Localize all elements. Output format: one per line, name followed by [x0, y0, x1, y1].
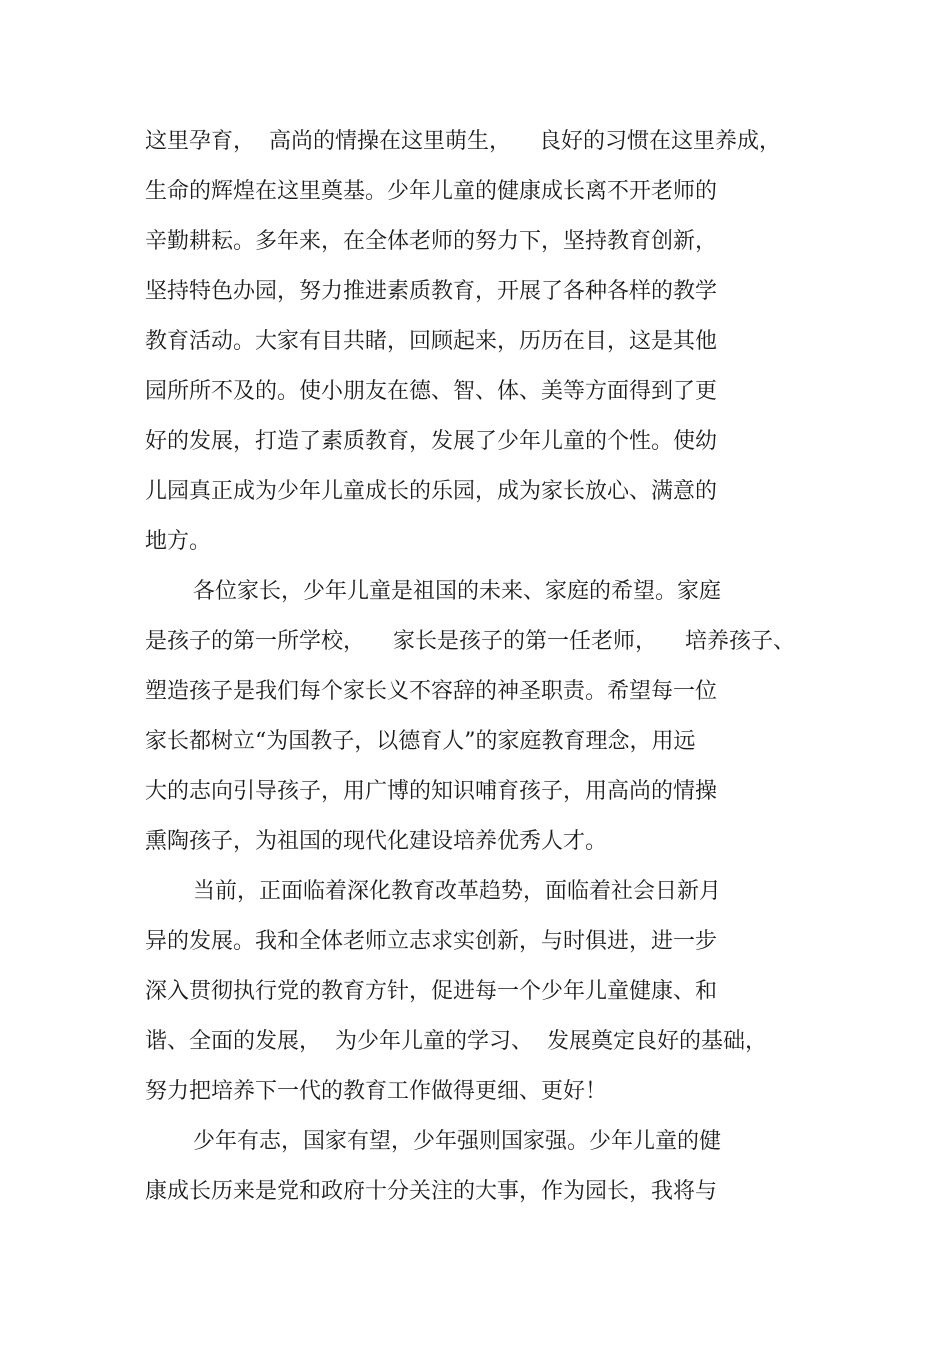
text-line: 是孩子的第一所学校， 家长是孩子的第一任老师， 培养孩子、	[145, 629, 795, 654]
text-line: 大的志向引导孩子，用广博的知识哺育孩子，用高尚的情操	[145, 779, 718, 804]
text-line: 生命的辉煌在这里奠基。少年儿童的健康成长离不开老师的	[145, 179, 718, 204]
text-line: 塑造孩子是我们每个家长义不容辞的神圣职责。希望每一位	[145, 679, 718, 704]
text-line: 这里孕育， 高尚的情操在这里萌生， 良好的习惯在这里养成，	[145, 129, 781, 154]
text-line: 坚持特色办园，努力推进素质教育，开展了各种各样的教学	[145, 279, 718, 304]
paragraph-first-line: 少年有志，国家有望，少年强则国家强。少年儿童的健	[193, 1129, 722, 1154]
text-line: 辛勤耕耘。多年来，在全体老师的努力下，坚持教育创新，	[145, 229, 718, 254]
text-line: 努力把培养下一代的教育工作做得更细、更好！	[145, 1079, 608, 1104]
text-line: 园所所不及的。使小朋友在德、智、体、美等方面得到了更	[145, 379, 718, 404]
text-line: 康成长历来是党和政府十分关注的大事，作为园长，我将与	[145, 1179, 718, 1204]
text-line: 深入贯彻执行党的教育方针，促进每一个少年儿童健康、和	[145, 979, 718, 1004]
text-line: 异的发展。我和全体老师立志求实创新，与时俱进，进一步	[145, 929, 718, 954]
text-line: 好的发展，打造了素质教育，发展了少年儿童的个性。使幼	[145, 429, 718, 454]
text-line: 谐、全面的发展， 为少年儿童的学习、 发展奠定良好的基础，	[145, 1029, 767, 1054]
text-line: 熏陶孩子，为祖国的现代化建设培养优秀人才。	[145, 829, 608, 854]
paragraph-first-line: 当前，正面临着深化教育改革趋势，面临着社会日新月	[193, 879, 722, 904]
text-line: 家长都树立“为国教子，以德育人”的家庭教育理念，用远	[145, 729, 696, 754]
text-line: 教育活动。大家有目共睹，回顾起来，历历在目，这是其他	[145, 329, 718, 354]
text-line: 儿园真正成为少年儿童成长的乐园，成为家长放心、满意的	[145, 479, 718, 504]
text-line: 地方。	[145, 529, 212, 554]
paragraph-first-line: 各位家长，少年儿童是祖国的未来、家庭的希望。家庭	[193, 579, 722, 604]
